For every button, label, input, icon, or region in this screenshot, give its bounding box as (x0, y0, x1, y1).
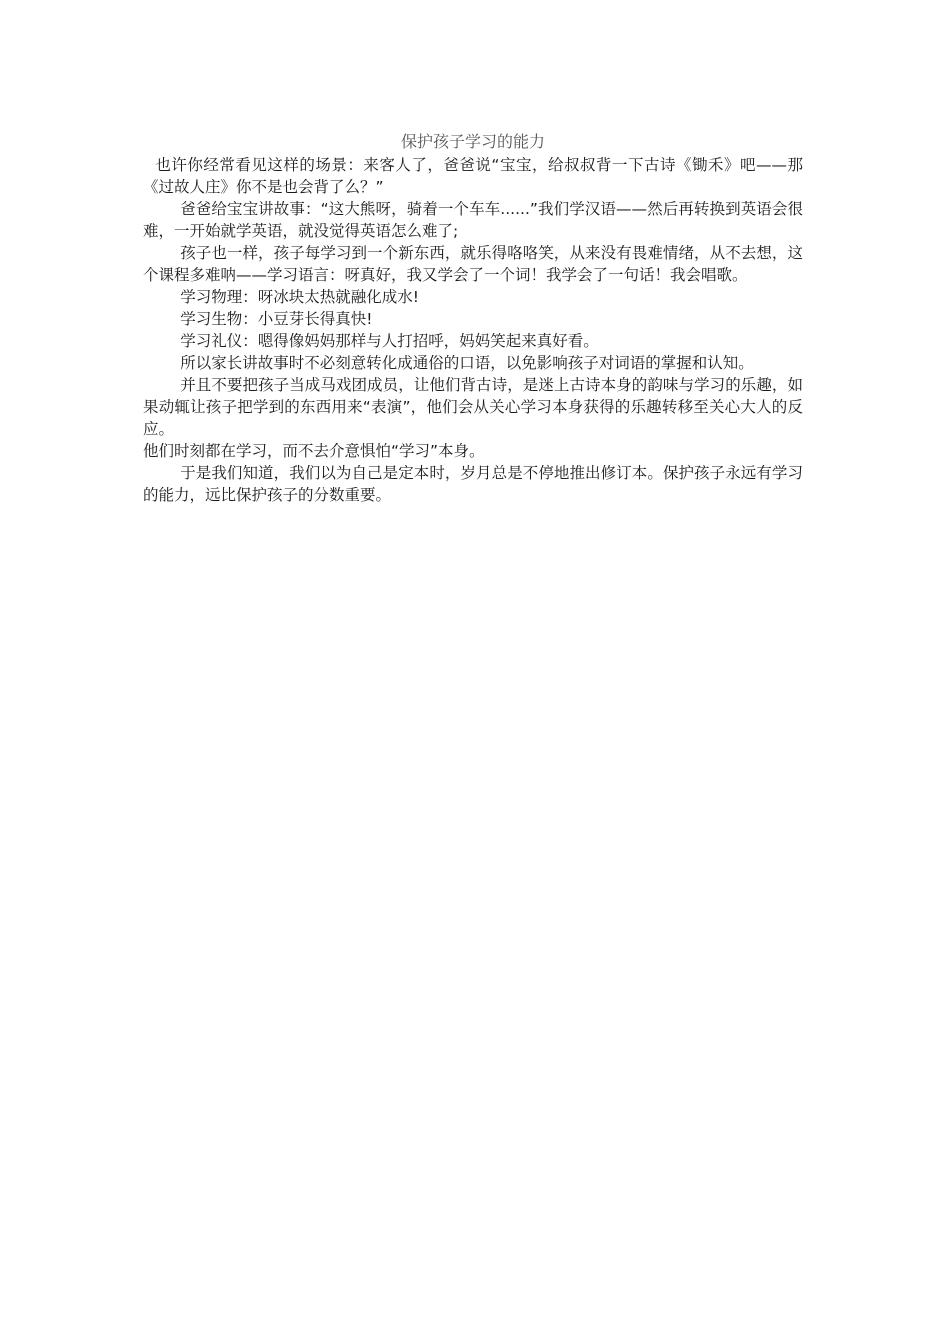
paragraph-2: 爸爸给宝宝讲故事：“这大熊呀，骑着一个车车......”我们学汉语——然后再转换到英语会很难，一开始就学英语，就没觉得英语怎么难了; (143, 200, 803, 240)
document-title: 保护孩子学习的能力 (400, 132, 545, 151)
paragraph-3: 孩子也一样，孩子每学习到一个新东西，就乐得咯咯笑，从来没有畏难情绪，从不去想，这个课程多难呐——学习语言：呀真好，我又学会了一个词！我学会了一句话！我会唱歌。 (143, 244, 803, 284)
paragraph-10: 于是我们知道，我们以为自己是定本时，岁月总是不停地推出修订本。保护孩子永远有学习的能力，远比保护孩子的分数重要。 (143, 464, 803, 504)
paragraph-1: 也许你经常看见这样的场景：来客人了，爸爸说“宝宝，给叔叔背一下古诗《锄禾》吧——那《过故人庄》你不是也会背了么？” (143, 156, 803, 196)
paragraph-7: 所以家长讲故事时不必刻意转化成通俗的口语，以免影响孩子对词语的掌握和认知。 (180, 354, 754, 372)
paragraph-4: 学习物理：呀冰块太热就融化成水! (180, 288, 419, 306)
document-body (143, 130, 803, 506)
paragraph-9: 他们时刻都在学习，而不去介意惧怕“学习”本身。 (143, 442, 485, 460)
paragraph-8: 并且不要把孩子当成马戏团成员，让他们背古诗，是迷上古诗本身的韵味与学习的乐趣，如果动辄让孩子把学到的东西用来“表演”，他们会从关心学习本身获得的乐趣转移至关心大人的反应。 (143, 376, 803, 438)
paragraph-5: 学习生物：小豆芽长得真快! (180, 310, 373, 328)
paragraph-6: 学习礼仪：嗯得像妈妈那样与人打招呼，妈妈笑起来真好看。 (180, 332, 599, 350)
